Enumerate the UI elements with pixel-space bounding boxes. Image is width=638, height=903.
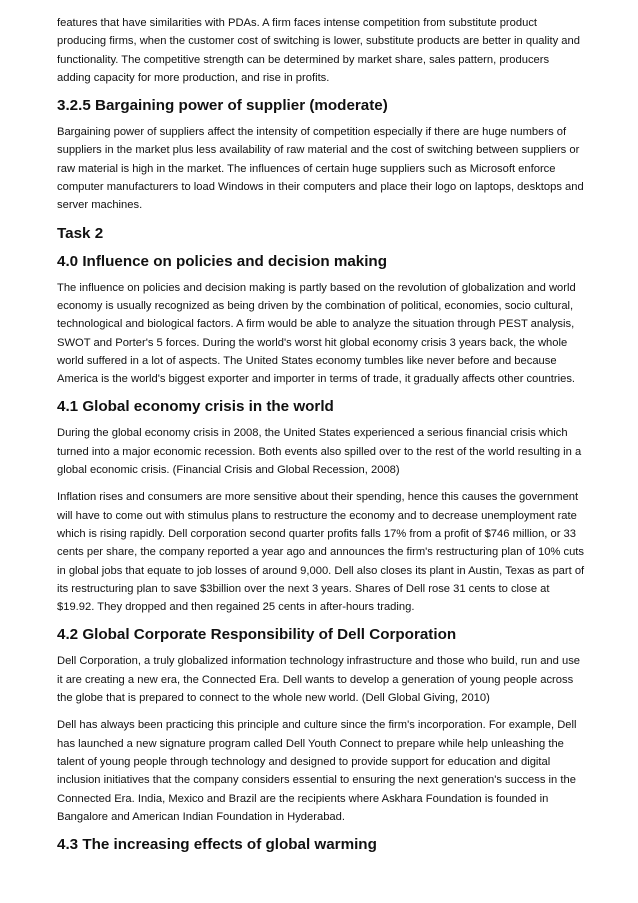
heading-4-2: 4.2 Global Corporate Responsibility of Dell Corporation	[57, 626, 457, 644]
paragraph-dell-practice: Dell has always been practicing this principle and culture since the firm's incorporation. For example, Dell has launched a new signature program called Dell Youth Connect to prepare while help unleashing the talent of young people through technology and designed to provide support for education and digital inclusion initiatives that the company considers essential to ensuring the next generation's success in the Connected Era. India, Mexico and Brazil are the recipients where Askhara Foundation is founded in Bangalore and American Indian Foundation in Hyderabad.	[57, 719, 577, 823]
heading-4-1: 4.1 Global economy crisis in the world	[57, 398, 334, 416]
heading-3-2-5: 3.2.5 Bargaining power of supplier (moderate)	[57, 97, 388, 115]
paragraph-substitutes-cont: features that have similarities with PDAs. A firm faces intense competition from substitute product producing firms, when the customer cost of switching is lower, substitute products are better in quality and functionality. The competitive strength can be determined by market share, sales pattern, producers adding capacity for more production, and rise in profits.	[57, 17, 580, 84]
paragraph-dell-corporation: Dell Corporation, a truly globalized information technology infrastructure and those who build, run and use it are creating a new era, the Connected Era. Dell wants to develop a generation of young people across the globe that is prepared to connect to the whole new world. (Dell Global Giving, 2010)	[57, 655, 581, 705]
heading-4-3: 4.3 The increasing effects of global warming	[57, 836, 377, 854]
heading-task-2: Task 2	[57, 224, 104, 242]
paragraph-bargaining-power: Bargaining power of suppliers affect the intensity of competition especially if there are huge numbers of suppliers in the market plus less availability of raw material and the cost of switching between suppliers or raw material is high in the market. The influences of certain huge suppliers such as Microsoft enforce computer manufacturers to load Windows in their computers and place their logo on laptops, desktops and server machines.	[57, 126, 584, 212]
paragraph-influence-policies: The influence on policies and decision making is partly based on the revolution of globalization and world economy is usually recognized as being driven by the combination of political, economies, socio cultural, technological and biological factors. A firm would be able to analyze the situation through PEST analysis, SWOT and Porter's 5 forces. During the world's worst hit global economy crisis 3 years back, the whole world suffered in a lot of aspects. The United States economy tumbles like never before and because America is the world's biggest exporter and importer in terms of trade, it gradually affects other countries.	[57, 281, 576, 386]
document-page	[57, 14, 585, 862]
heading-4-0: 4.0 Influence on policies and decision making	[57, 252, 387, 270]
paragraph-global-crisis: During the global economy crisis in 2008, the United States experienced a serious financial crisis which turned into a major economic recession. Both events also spilled over to the rest of the world resulting in a global economic crisis. (Financial Crisis and Global Recession, 2008)	[57, 427, 582, 477]
paragraph-inflation: Inflation rises and consumers are more sensitive about their spending, hence this causes the government will have to come out with stimulus plans to restructure the economy and to decrease unemployment rate which is rising rapidly. Dell corporation second quarter profits falls 17% from a profit of $746 million, or 33 cents per share, the company reported a year ago and announces the firm's restructuring plan of 10% cuts in global jobs that equate to job losses of around 9,000. Dell also closes its plant in Austin, Texas as part of its restructuring plan to save $3billion over the next 3 years. Shares of Dell rose 31 cents to close at $19.92. They dropped and then regained 25 cents in after-hours trading.	[57, 491, 585, 614]
